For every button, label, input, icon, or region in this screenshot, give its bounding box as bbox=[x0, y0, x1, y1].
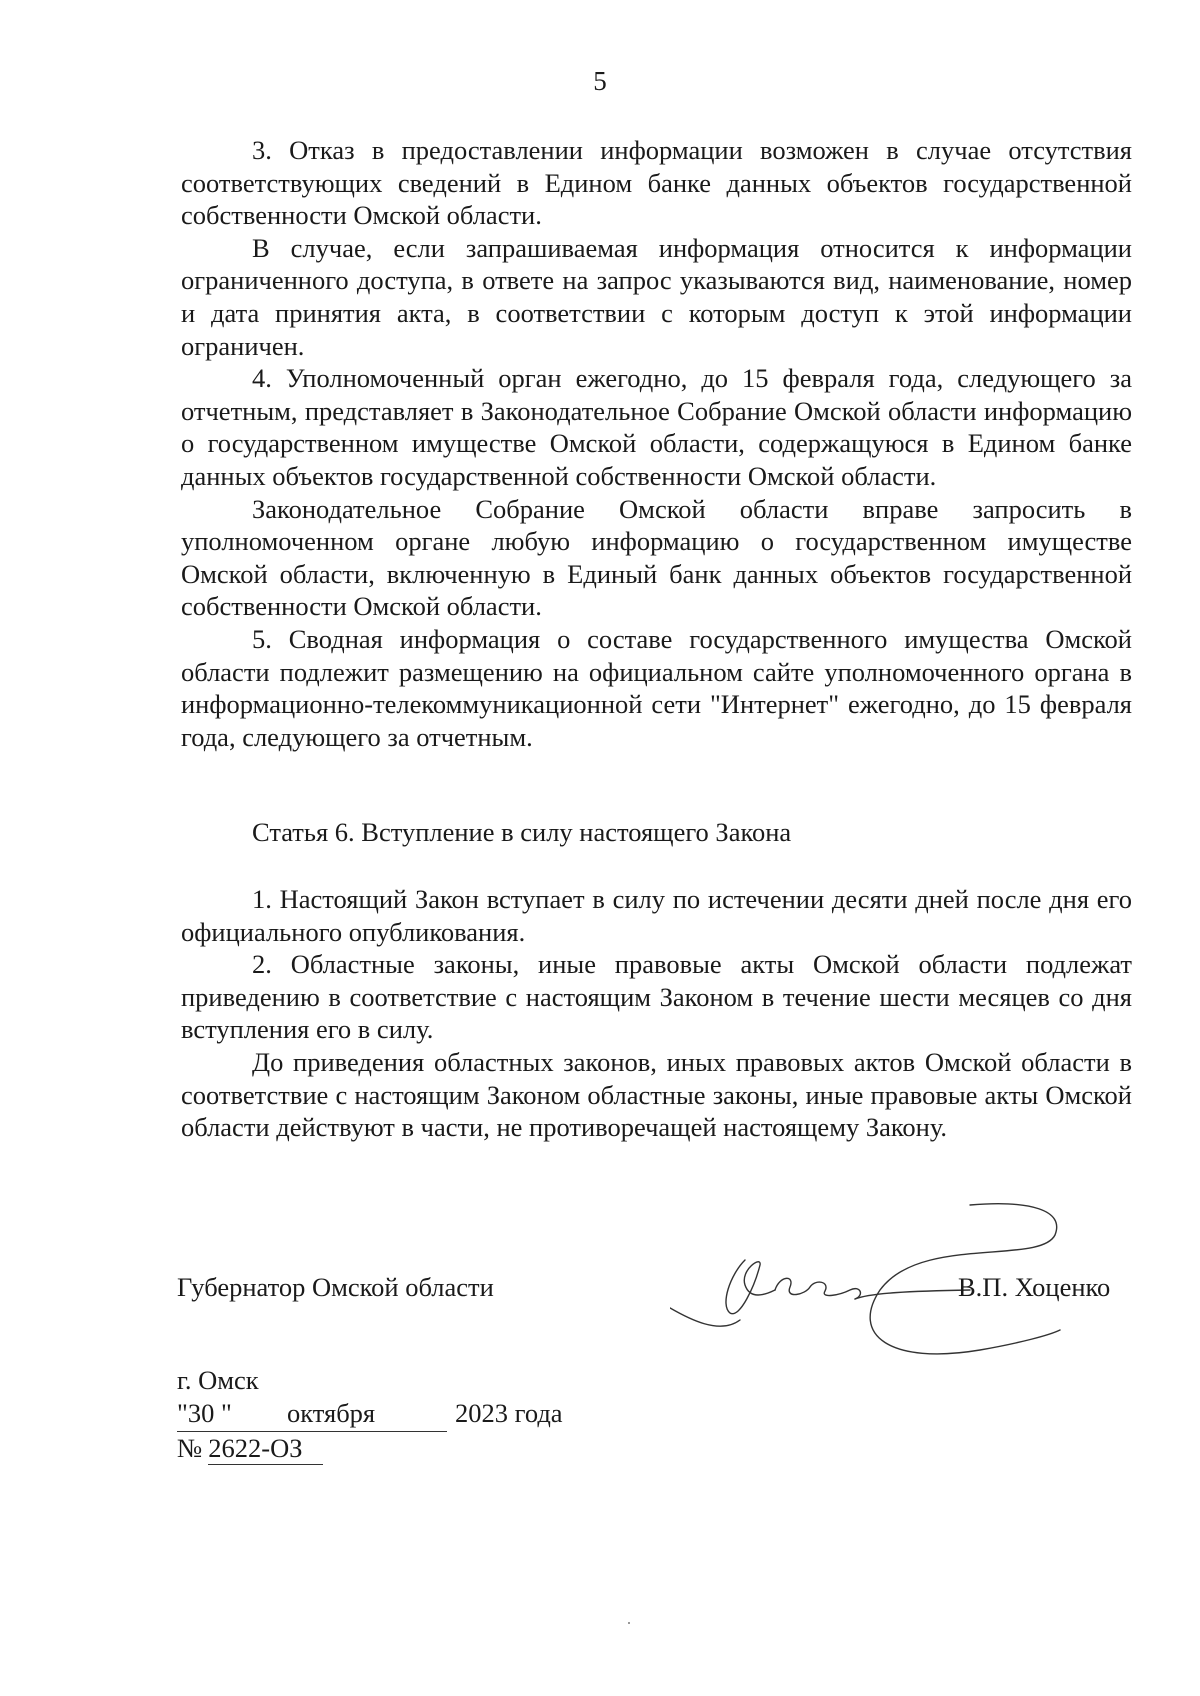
paragraph: 4. Уполномоченный орган ежегодно, до 15 февраля года, следующего за отчетным, представляет в Законодательное Собрание Омской области информацию о государственном имуществе Омской области, содержащуюся в Едином банке данных объектов государственной собственности Омской области. bbox=[181, 363, 1132, 491]
body-text bbox=[181, 134, 1132, 753]
law-number-value: 2622-ОЗ bbox=[208, 1433, 323, 1465]
paragraph: 3. Отказ в предоставлении информации возможен в случае отсутствия соответствующих сведений в Едином банке данных объектов государственной собственности Омской области. bbox=[181, 135, 1132, 231]
signatory-title: Губернатор Омской области bbox=[177, 1272, 494, 1302]
law-number bbox=[177, 1433, 323, 1465]
paragraph: 2. Областные законы, иные правовые акты Омской области подлежат приведению в соответствие с настоящим Законом в течение шести месяцев со дня вступления его в силу. bbox=[181, 949, 1132, 1045]
paragraph: 1. Настоящий Закон вступает в силу по истечении десяти дней после дня его официального опубликования. bbox=[181, 884, 1132, 947]
paragraph: 5. Сводная информация о составе государственного имущества Омской области подлежит размещению на официальном сайте уполномоченного органа в информационно-телекоммуникационной сети "Интернет" ежегодно, до 15 февраля года, следующего за отчетным. bbox=[181, 623, 1132, 752]
paragraph: В случае, если запрашиваемая информация относится к информации ограниченного доступа, в ответе на запрос указываются вид, наименование, номер и дата принятия акта, в соответствии с которым доступ к этой информации ограничен. bbox=[181, 232, 1132, 361]
signatory-name: В.П. Хоценко bbox=[958, 1272, 1111, 1302]
signing-date bbox=[177, 1398, 563, 1432]
article-body-text bbox=[181, 883, 1132, 1144]
date-month: октября bbox=[287, 1398, 447, 1432]
article-heading: Статья 6. Вступление в силу настоящего Закона bbox=[252, 817, 792, 847]
number-sign: № bbox=[177, 1433, 203, 1463]
paragraph: Законодательное Собрание Омской области вправе запросить в уполномоченном органе любую информацию о государственном имуществе Омской области, включенную в Единый банк данных объектов государственной собственности Омской области. bbox=[181, 493, 1132, 622]
date-day: "30 " bbox=[177, 1398, 287, 1432]
page-number: 5 bbox=[593, 66, 607, 96]
scan-artifact bbox=[628, 1622, 630, 1624]
place-of-signing: г. Омск bbox=[177, 1365, 259, 1395]
date-year: 2023 года bbox=[455, 1398, 563, 1428]
paragraph: До приведения областных законов, иных правовых актов Омской области в соответствие с настоящим Законом областные законы, иные правовые акты Омской области действуют в части, не противоречащей настоящему Закону. bbox=[181, 1046, 1132, 1143]
